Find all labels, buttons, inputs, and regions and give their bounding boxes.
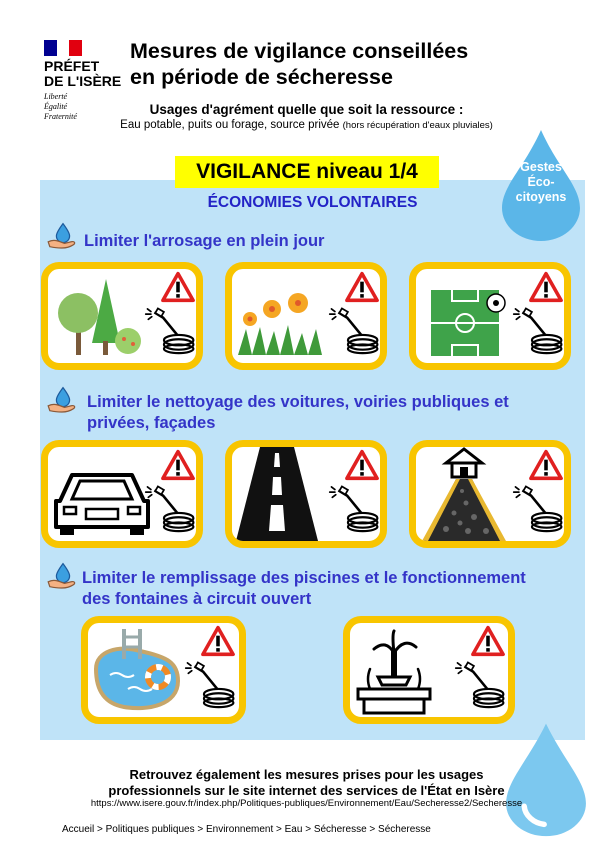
hand-drop-icon	[46, 222, 80, 250]
subtitle-2-main: Eau potable, puits ou forage, source privée	[120, 119, 340, 131]
pool-illustration	[88, 623, 239, 717]
marianne-logo	[44, 40, 82, 56]
hand-drop-icon	[46, 386, 80, 414]
footer-line1: Retrouvez également les mesures prises pour les usages	[129, 767, 484, 782]
hand-drop-icon	[46, 562, 80, 590]
subtitle: Usages d'agrément quelle que soit la ressource :	[149, 102, 464, 117]
title-line2: en période de sécheresse	[130, 65, 393, 89]
prefet-line2: DE L'ISÈRE	[44, 73, 122, 89]
section-3-line2: des fontaines à circuit ouvert	[82, 590, 312, 608]
card-car	[41, 440, 203, 548]
eco-badge	[498, 128, 584, 246]
card-driveway	[409, 440, 571, 548]
economies-heading: ÉCONOMIES VOLONTAIRES	[207, 194, 418, 211]
card-fountain	[343, 616, 515, 724]
trees-illustration	[48, 269, 196, 363]
subtitle-2-small: (hors récupération d'eaux pluviales)	[342, 120, 493, 131]
card-football-field	[409, 262, 571, 370]
badge-line1: Gestes	[520, 160, 562, 174]
card-flowers	[225, 262, 387, 370]
section-2-heading	[87, 392, 567, 434]
footer-url[interactable]: https://www.isere.gouv.fr/index.php/Politiques-publiques/Environnement/Eau/Secheresse2/Secheresse	[90, 798, 523, 809]
badge-line3: citoyens	[515, 190, 567, 204]
car-illustration	[48, 447, 196, 541]
title-line1: Mesures de vigilance conseillées	[130, 39, 469, 63]
page-title	[130, 38, 570, 90]
section-2-line2: privées, façades	[87, 414, 216, 432]
road-illustration	[232, 447, 380, 541]
section-3-line1: Limiter le remplissage des piscines et le fonctionnement	[82, 569, 526, 587]
breadcrumb: Accueil > Politiques publiques > Environnement > Eau > Sécheresse > Sécheresse	[62, 824, 431, 835]
vigilance-level: VIGILANCE niveau 1/4	[175, 156, 439, 188]
motto-liberte: Liberté	[44, 92, 68, 101]
motto-fraternite: Fraternité	[44, 112, 77, 121]
football-field-illustration	[416, 269, 564, 363]
flowers-illustration	[232, 269, 380, 363]
fountain-illustration	[350, 623, 508, 717]
footer-line2: professionnels sur le site internet des services de l'État en Isère	[108, 783, 505, 798]
driveway-illustration	[416, 447, 564, 541]
section-2-line1: Limiter le nettoyage des voitures, voiries publiques et	[87, 393, 509, 411]
prefet-line1: PRÉFET	[44, 58, 100, 74]
badge-line2: Éco-	[527, 175, 555, 189]
card-trees	[41, 262, 203, 370]
section-3-heading	[82, 568, 592, 610]
motto-egalite: Égalité	[44, 102, 68, 111]
section-1-heading: Limiter l'arrosage en plein jour	[84, 232, 325, 250]
card-road	[225, 440, 387, 548]
footer-text	[0, 767, 613, 799]
card-pool	[81, 616, 246, 724]
